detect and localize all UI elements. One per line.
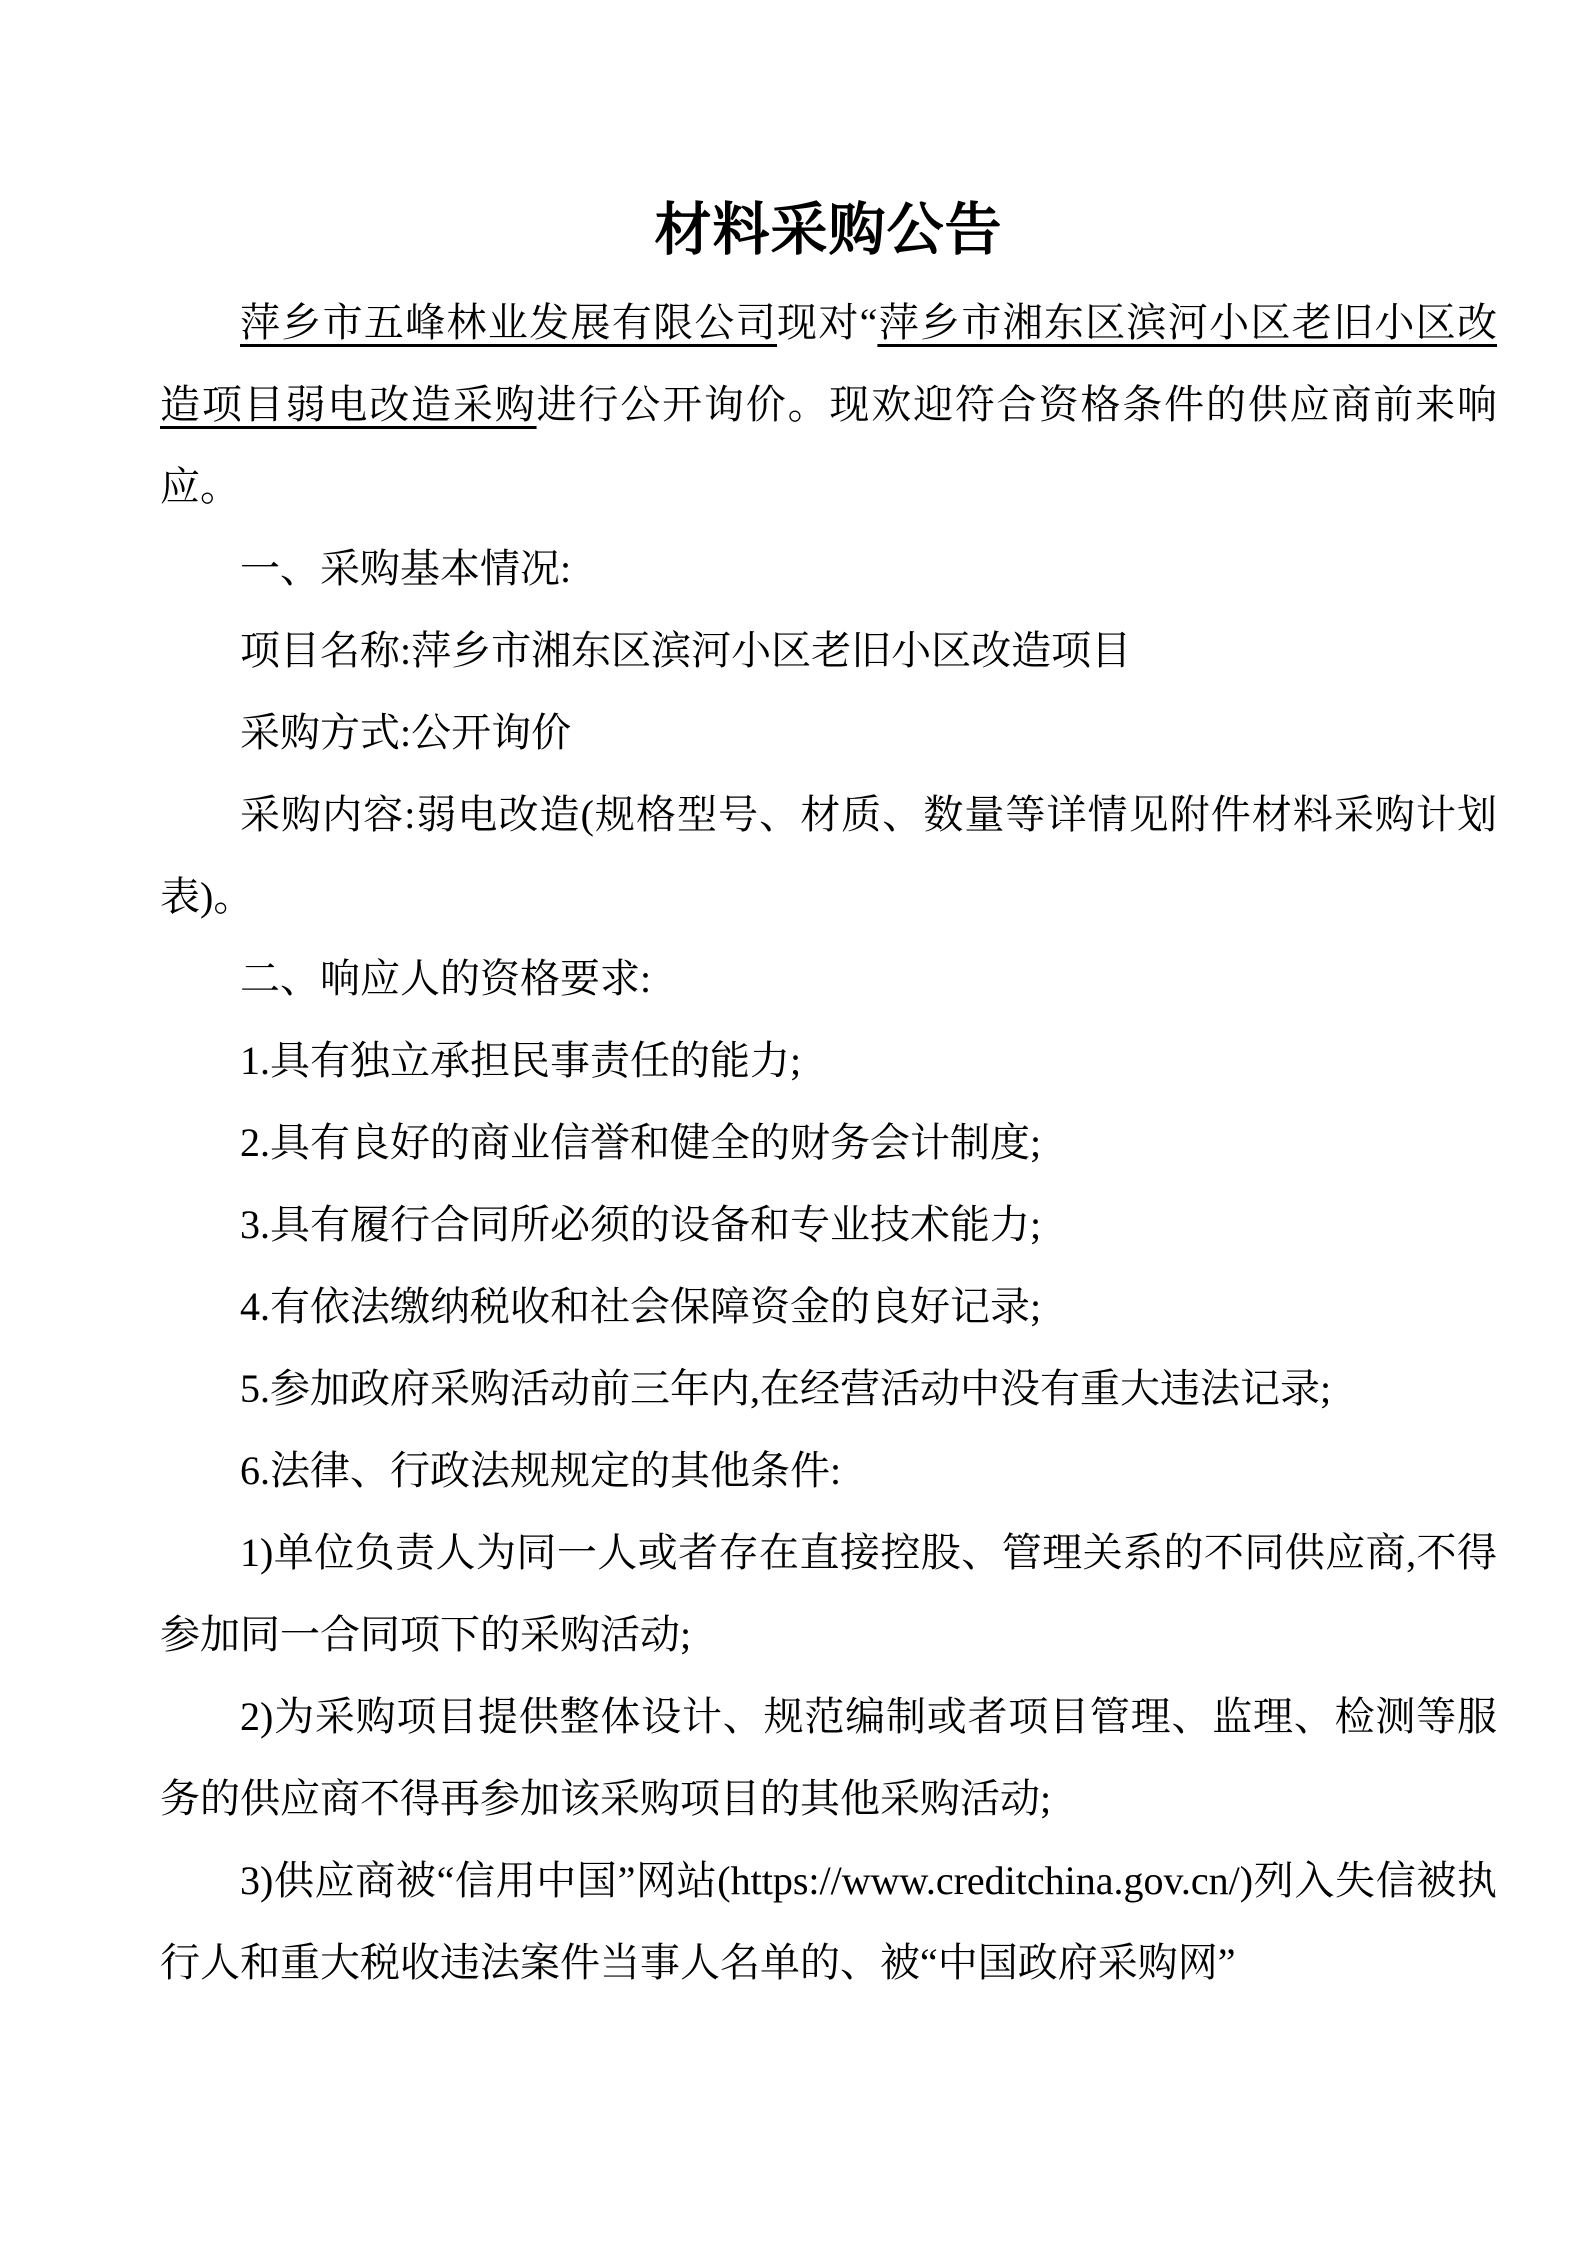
sub-item-1: 1)单位负责人为同一人或者存在直接控股、管理关系的不同供应商,不得参加同一合同项下的采购活动;	[160, 1530, 1497, 1657]
requirement-item-6: 6.法律、行政法规规定的其他条件:	[240, 1448, 842, 1493]
project-name-line: 项目名称:萍乡市湘东区滨河小区老旧小区改造项目	[240, 628, 1132, 673]
section2-heading: 二、响应人的资格要求:	[240, 956, 652, 1001]
sub-item-3	[160, 1840, 1497, 2004]
sub-item-3-text-pre: 3)供应商被“信用中国”网站(	[240, 1858, 731, 1903]
requirement-item-2: 2.具有良好的商业信誉和健全的财务会计制度;	[240, 1120, 1042, 1165]
document-title: 材料采购公告	[654, 199, 1003, 262]
intro-paragraph	[160, 282, 1497, 528]
section1-heading: 一、采购基本情况:	[240, 546, 572, 591]
intro-text-mid: 现对“	[777, 300, 878, 345]
requirement-item-5: 5.参加政府采购活动前三年内,在经营活动中没有重大违法记录;	[240, 1366, 1332, 1411]
sub-item-3-text-post: )列入失信被执行人和重大税收违法案件当事人名单的、被“中国政府采购网”	[160, 1858, 1497, 1985]
buyer-company-name: 萍乡市五峰林业发展有限公司	[240, 300, 778, 345]
procurement-method-line: 采购方式:公开询价	[240, 710, 572, 755]
credit-china-url: https://www.creditchina.gov.cn/	[730, 1858, 1240, 1903]
requirement-item-1: 1.具有独立承担民事责任的能力;	[240, 1038, 802, 1083]
procurement-content-line: 采购内容:弱电改造(规格型号、材质、数量等详情见附件材料采购计划表)。	[160, 792, 1497, 919]
requirement-item-4: 4.有依法缴纳税收和社会保障资金的良好记录;	[240, 1284, 1042, 1329]
intro-text-rest: 进行公开询价。现欢迎符合资格条件的供应商前来响应。	[160, 382, 1498, 509]
sub-item-2: 2)为采购项目提供整体设计、规范编制或者项目管理、监理、检测等服务的供应商不得再参加该采购项目的其他采购活动;	[160, 1694, 1497, 1821]
requirement-item-3: 3.具有履行合同所必须的设备和专业技术能力;	[240, 1202, 1042, 1247]
project-procurement-name: 萍乡市湘东区滨河小区老旧小区改造项目弱电改造采购	[160, 300, 1498, 427]
